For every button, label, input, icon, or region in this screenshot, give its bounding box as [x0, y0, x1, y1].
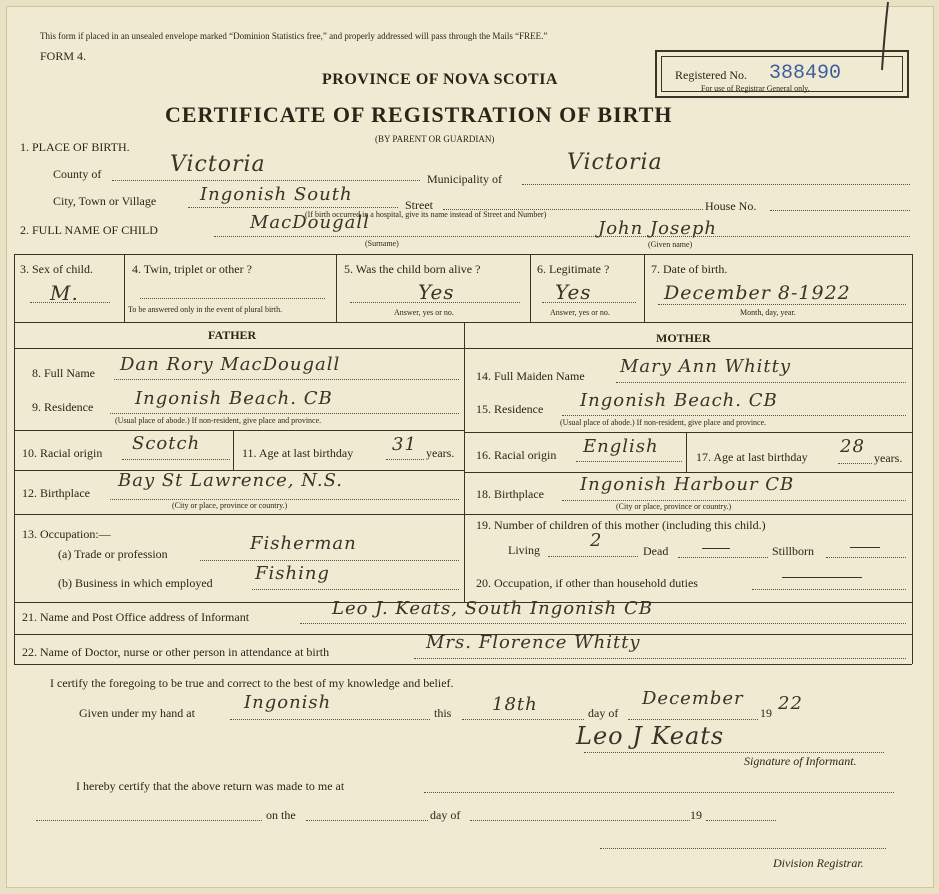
county-label: County of — [53, 167, 102, 181]
city-value: Ingonish South — [200, 184, 353, 205]
father-years: years. — [426, 446, 455, 460]
municipality-label: Municipality of — [427, 172, 502, 186]
given-name-note: (Given name) — [648, 240, 693, 249]
mother-years: years. — [874, 451, 903, 465]
father-business-value: Fishing — [255, 563, 330, 584]
mother-name-label: 14. Full Maiden Name — [476, 369, 585, 383]
father-birthplace-value: Bay St Lawrence, N.S. — [118, 470, 343, 491]
stillborn-label: Stillborn — [772, 544, 815, 558]
mother-racial-label: 16. Racial origin — [476, 448, 557, 462]
father-name-label: 8. Full Name — [32, 366, 95, 380]
signing-place: Ingonish — [244, 692, 332, 713]
date-note: Month, day, year. — [740, 308, 796, 317]
mother-residence-label: 15. Residence — [476, 402, 544, 416]
year-prefix: 19 — [760, 706, 772, 720]
city-label: City, Town or Village — [53, 194, 157, 208]
father-racial-value: Scotch — [132, 433, 201, 454]
father-occupation-label: 13. Occupation:— — [22, 527, 111, 541]
day-of-label: day of — [588, 706, 619, 720]
father-name-value: Dan Rory MacDougall — [120, 354, 341, 375]
legitimate-label: 6. Legitimate ? — [537, 262, 610, 276]
signing-month: December — [642, 688, 744, 709]
mother-birthplace-label: 18. Birthplace — [476, 487, 544, 501]
mother-occupation-label: 20. Occupation, if other than household duties — [476, 576, 698, 590]
dead-label: Dead — [643, 544, 669, 558]
father-racial-label: 10. Racial origin — [22, 446, 103, 460]
certificate-subtitle: (BY PARENT OR GUARDIAN) — [375, 134, 495, 144]
mother-age-label: 17. Age at last birthday — [696, 450, 808, 464]
mailing-notice: This form if placed in an unsealed envelope marked “Dominion Statistics free,” and properly addressed will pass through the Mails “FREE.” — [40, 31, 548, 41]
mother-birthplace-note: (City or place, province or country.) — [616, 502, 732, 511]
this-label: this — [434, 706, 452, 720]
place-of-birth-label: 1. PLACE OF BIRTH. — [20, 140, 130, 154]
legitimate-note: Answer, yes or no. — [550, 308, 610, 317]
twin-note: To be answered only in the event of plural birth. — [128, 305, 283, 314]
born-alive-note: Answer, yes or no. — [394, 308, 454, 317]
signature-label: Signature of Informant. — [744, 754, 857, 768]
father-birthplace-label: 12. Birthplace — [22, 486, 90, 500]
mother-birthplace-value: Ingonish Harbour CB — [580, 474, 795, 495]
signing-year: 22 — [778, 693, 803, 714]
form-number: FORM 4. — [40, 49, 87, 63]
sex-value: M. — [50, 281, 79, 305]
county-value: Victoria — [170, 152, 266, 177]
father-business-label: (b) Business in which employed — [58, 576, 213, 590]
child-name-label: 2. FULL NAME OF CHILD — [20, 223, 158, 237]
father-age-label: 11. Age at last birthday — [242, 446, 354, 460]
mother-heading: MOTHER — [656, 331, 711, 345]
registered-label: Registered No. — [675, 68, 747, 82]
born-alive-value: Yes — [418, 280, 455, 304]
father-residence-note: (Usual place of abode.) If non-resident, give place and province. — [115, 416, 322, 425]
mother-residence-note: (Usual place of abode.) If non-resident, give place and province. — [560, 418, 767, 427]
division-registrar-label: Division Registrar. — [773, 856, 864, 870]
house-no-label: House No. — [705, 199, 757, 213]
mother-name-value: Mary Ann Whitty — [620, 356, 792, 377]
given-under-label: Given under my hand at — [79, 706, 195, 720]
children-count-label: 19. Number of children of this mother (including this child.) — [476, 518, 766, 532]
informant-value: Leo J. Keats, South Ingonish CB — [332, 598, 653, 619]
informant-label: 21. Name and Post Office address of Informant — [22, 610, 250, 624]
sex-label: 3. Sex of child. — [20, 262, 93, 276]
doctor-value: Mrs. Florence Whitty — [426, 632, 641, 653]
living-label: Living — [508, 543, 540, 557]
father-birthplace-note: (City or place, province or country.) — [172, 501, 288, 510]
street-label: Street — [405, 198, 433, 212]
father-heading: FATHER — [208, 328, 257, 342]
mother-racial-value: English — [583, 436, 659, 457]
father-trade-value: Fisherman — [250, 533, 357, 554]
certify-statement: I certify the foregoing to be true and correct to the best of my knowledge and belief. — [50, 676, 454, 690]
registrar-statement: I hereby certify that the above return was made to me at — [76, 779, 345, 793]
legitimate-value: Yes — [555, 280, 592, 304]
mother-age-value: 28 — [840, 436, 865, 457]
pen-stroke-mark — [860, 0, 900, 80]
father-residence-label: 9. Residence — [32, 400, 94, 414]
municipality-value: Victoria — [567, 150, 663, 175]
registrar-year-prefix: 19 — [690, 808, 702, 822]
surname-note: (Surname) — [365, 239, 399, 248]
registrar-day-of-label: day of — [430, 808, 461, 822]
child-surname: MacDougall — [250, 212, 370, 233]
date-of-birth-value: December 8-1922 — [664, 282, 851, 304]
born-alive-label: 5. Was the child born alive ? — [344, 262, 481, 276]
hospital-note: (If birth occurred in a hospital, give its name instead of Street and Number) — [305, 210, 547, 219]
date-of-birth-label: 7. Date of birth. — [651, 262, 728, 276]
province-title: PROVINCE OF NOVA SCOTIA — [322, 71, 558, 88]
doctor-label: 22. Name of Doctor, nurse or other person in attendance at birth — [22, 645, 330, 659]
child-given-name: John Joseph — [598, 218, 718, 239]
living-value: 2 — [590, 530, 603, 551]
informant-signature: Leo J Keats — [576, 722, 725, 750]
mother-residence-value: Ingonish Beach. CB — [580, 390, 778, 411]
father-trade-label: (a) Trade or profession — [58, 547, 168, 561]
father-residence-value: Ingonish Beach. CB — [135, 388, 333, 409]
registrar-note: For use of Registrar General only. — [701, 84, 810, 93]
on-the-label: on the — [266, 808, 296, 822]
twin-label: 4. Twin, triplet or other ? — [132, 262, 252, 276]
registered-number: 388490 — [769, 62, 842, 85]
certificate-title: CERTIFICATE OF REGISTRATION OF BIRTH — [165, 102, 673, 127]
father-age-value: 31 — [392, 434, 417, 455]
signing-day: 18th — [492, 694, 538, 715]
